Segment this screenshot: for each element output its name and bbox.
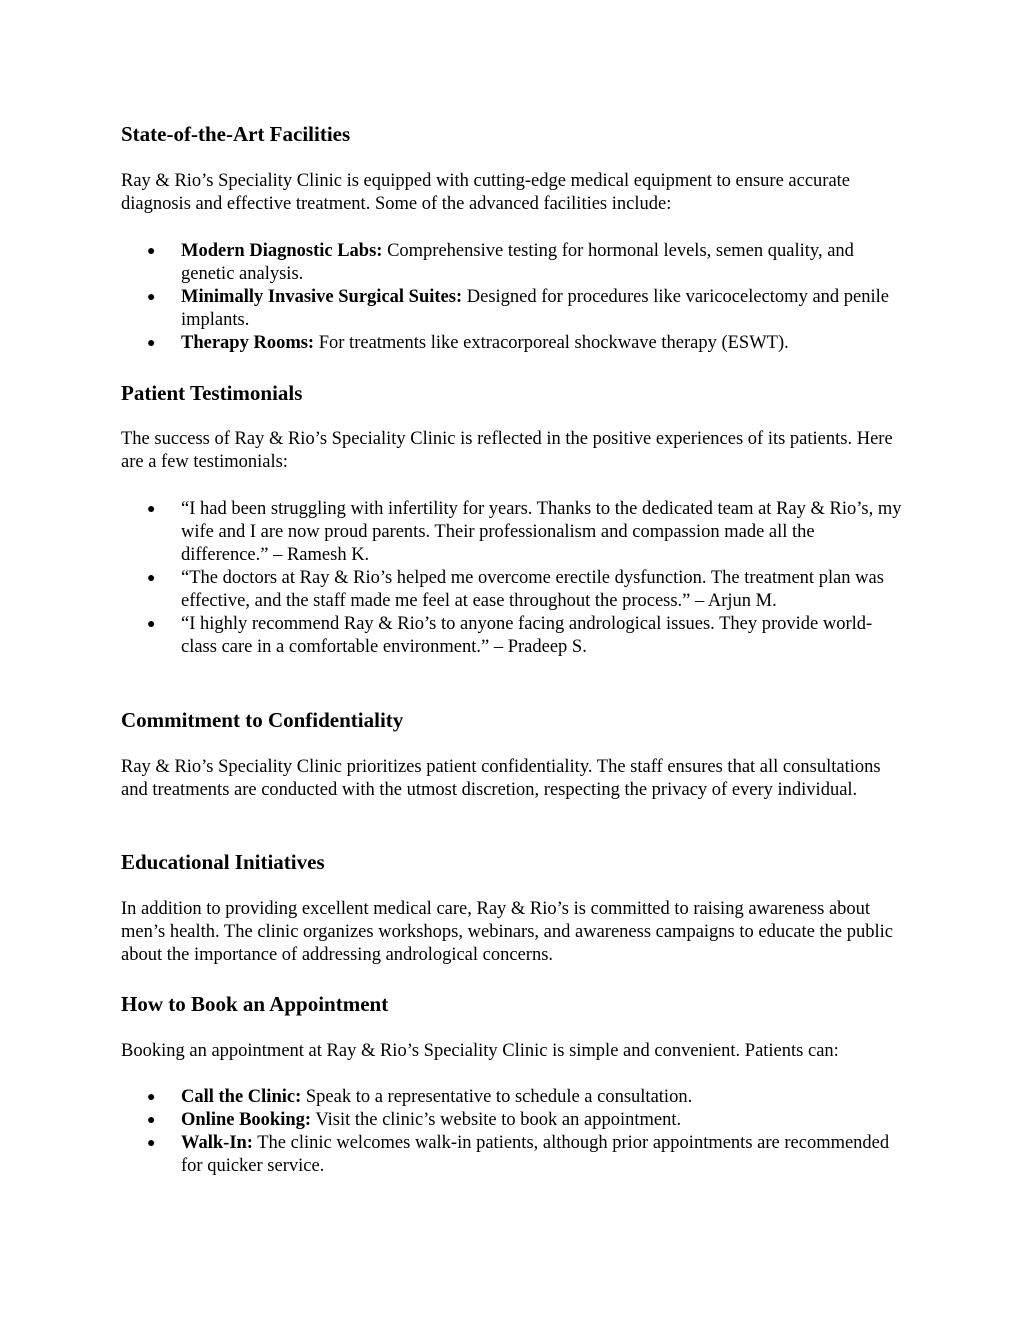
list-item: ● Modern Diagnostic Labs: Comprehensive testing for hormonal levels, semen quality, and genetic analysis. [147, 241, 854, 284]
bullet-icon: ● [147, 244, 156, 259]
section-paragraph-facilities: Ray & Rio’s Speciality Clinic is equipped with cutting-edge medical equipment to ensure accurate diagnosis and effective treatment. Some of the advanced facilities include: [121, 171, 851, 214]
bullet-icon: ● [147, 290, 156, 305]
section-heading-education: Educational Initiatives [121, 850, 325, 874]
section-paragraph-testimonials: The success of Ray & Rio’s Speciality Clinic is reflected in the positive experiences of its patients. Here are a few testimonials: [121, 429, 893, 472]
facilities-list [121, 240, 906, 355]
list-item: ● Minimally Invasive Surgical Suites: Designed for procedures like varicocelectomy and penile implants. [147, 287, 889, 330]
list-item: ● Call the Clinic: Speak to a representative to schedule a consultation. [147, 1087, 693, 1107]
bullet-icon: ● [147, 336, 156, 351]
section-paragraph-booking: Booking an appointment at Ray & Rio’s Speciality Clinic is simple and convenient. Patients can: [121, 1041, 839, 1061]
section-heading-booking: How to Book an Appointment [121, 992, 389, 1016]
bullet-icon: ● [147, 617, 156, 632]
bullet-icon: ● [147, 571, 156, 586]
testimonials-list [121, 498, 906, 659]
list-item: ● Online Booking: Visit the clinic’s website to book an appointment. [147, 1110, 682, 1130]
list-item: ● “The doctors at Ray & Rio’s helped me overcome erectile dysfunction. The treatment plan was effective, and the staff made me feel at ease throughout the process.” – Arjun M. [147, 568, 884, 611]
section-heading-facilities: State-of-the-Art Facilities [121, 122, 351, 146]
bullet-icon: ● [147, 502, 156, 517]
section-heading-confidentiality: Commitment to Confidentiality [121, 708, 404, 732]
list-item: ● “I highly recommend Ray & Rio’s to anyone facing andrological issues. They provide world-class care in a comfortable environment.” – Pradeep S. [147, 614, 873, 657]
booking-list [121, 1086, 906, 1178]
section-paragraph-confidentiality: Ray & Rio’s Speciality Clinic prioritizes patient confidentiality. The staff ensures that all consultations and treatments are conducted with the utmost discretion, respecting the privacy of every individual. [121, 757, 881, 800]
bullet-icon: ● [147, 1090, 156, 1105]
list-item: ● Walk-In: The clinic welcomes walk-in patients, although prior appointments are recommended for quicker service. [147, 1133, 890, 1176]
bullet-icon: ● [147, 1136, 156, 1151]
list-item: ● “I had been struggling with infertility for years. Thanks to the dedicated team at Ray & Rio’s, my wife and I are now proud parents. Their professionalism and compassion made all the difference.” – Ramesh K. [147, 499, 902, 565]
bullet-icon: ● [147, 1113, 156, 1128]
section-heading-testimonials: Patient Testimonials [121, 381, 303, 405]
list-item: ● Therapy Rooms: For treatments like extracorporeal shockwave therapy (ESWT). [147, 333, 789, 353]
section-paragraph-education: In addition to providing excellent medical care, Ray & Rio’s is committed to raising awareness about men’s health. The clinic organizes workshops, webinars, and awareness campaigns to educate the public about the importance of addressing andrological concerns. [121, 899, 893, 965]
